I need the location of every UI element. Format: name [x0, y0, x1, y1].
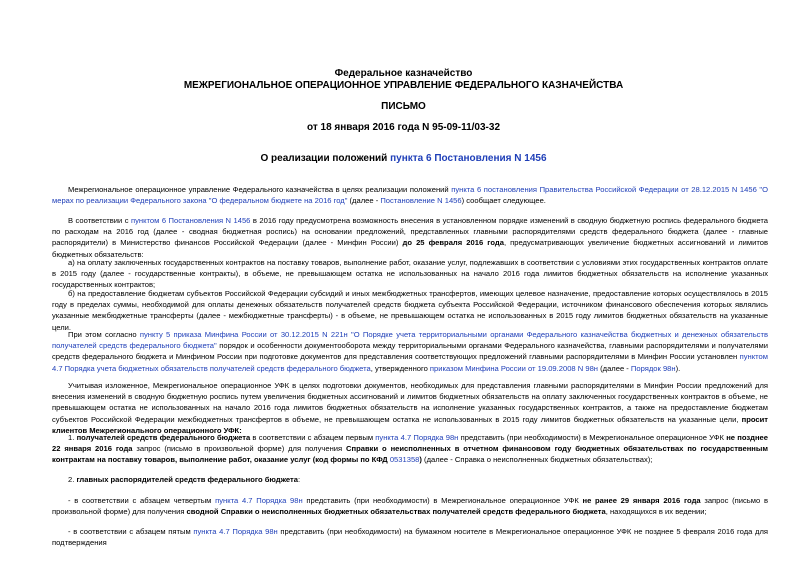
text: а) на оплату заключенных государственных контрактов на поставку товаров, выполнение работ, оказание услуг, подлежавших в соответствии с условиями этих государственных контрактов оплате в 2015 году (далее - государственные контракты), в объеме, не превышающем остатка не использованных на начало 2016 года лимитов бюджетных обязательств на исполнение указанных государственных контрактов;: [52, 258, 768, 290]
text: запрос (письмо в произвольной форме) для получения: [52, 496, 768, 517]
bold-deadline: до 25 февраля 2016 года: [402, 238, 504, 248]
bold-deadline-29: не ранее 29 января 2016 года: [582, 496, 701, 505]
paragraph-point-1: [52, 432, 768, 466]
text: (далее -: [347, 196, 381, 206]
text: При этом согласно: [68, 330, 140, 339]
bold-main-managers: главных распорядителей средств федерального бюджета: [76, 475, 298, 484]
text: , утвержденного: [370, 363, 430, 373]
text: Межрегиональное операционное управление Федерального казначейства в целях реализации положений: [68, 185, 452, 194]
link-point-4-7-98n[interactable]: пункта 4.7 Порядка 98н: [193, 527, 278, 536]
bold-close: ): [419, 455, 422, 465]
link-form-code[interactable]: 0531358: [389, 455, 420, 465]
paragraph-item-b: [52, 288, 768, 333]
link-point-4-7-98n[interactable]: пункта 4.7 Порядка 98н: [375, 433, 459, 442]
paragraph-basis: [52, 215, 768, 260]
link-point-6[interactable]: пунктом 6 Постановления N 1456: [131, 216, 251, 225]
text: (далее -: [598, 363, 631, 373]
text: ) сообщает следующее.: [461, 196, 546, 206]
text: Учитывая изложенное, Межрегиональное операционное УФК в целях подготовки документов, необходимых для представления главными распорядителями в Минфин России предложений для внесения изменений в сводную бюджетную роспись путем увеличения бюджетных ассигнований и лимитов бюджетных обязательств на оплату заключенных государственных контрактов в объеме, не превышающем остатка не использованных на начало 2016 года лимитов бюджетных обязательств на исполнение указанных государственных контрактов, а также на предоставление бюджетам субъектов Российской Федерации межбюджетных трансфертов в объеме, не превышающем остатка не использованных в 2015 году лимитов бюджетных обязательств на указанные цели,: [52, 381, 768, 424]
text: в соответствии с абзацем первым: [250, 433, 376, 442]
paragraph-intro: [52, 184, 768, 206]
bold-certificate: Справки о неисполненных в отчетном финансовом году бюджетных обязательствах по государственным контрактам на поставку товаров, выполнение работ, оказание услуг (код формы по КФД: [52, 444, 768, 465]
text: 2.: [68, 475, 77, 484]
link-point-4-7[interactable]: пунктом 4.7 Порядка учета бюджетных обязательств получателей средств федерального бюджета: [52, 352, 768, 373]
text: представить (при необходимости) в Межрегиональное операционное УФК: [458, 433, 727, 442]
paragraph-point-2-sub-1: [52, 495, 768, 517]
link-postanovlenie[interactable]: Постановление N 1456: [380, 196, 462, 206]
document-date-number: от 18 января 2016 года N 95-09-11/03-32: [306, 122, 501, 133]
text: (далее - Справка о неисполненных бюджетных обязательствах);: [421, 455, 653, 465]
link-point-4-7-98n[interactable]: пункта 4.7 Порядка 98н: [215, 496, 303, 505]
paragraph-item-a: [52, 257, 768, 291]
text: , предусматривающих увеличение бюджетных ассигнований и лимитов бюджетных обязательств:: [52, 238, 769, 259]
paragraph-point-2: [52, 474, 768, 485]
bold-recipients: получателей средств федерального бюджета: [76, 433, 251, 442]
text: б) на предоставление бюджетам субъектов Российской Федерации субсидий и иных межбюджетных трансфертов, имеющих целевое назначение, предоставление которых осуществлялось в 2015 году в пределах суммы, необходимой для оплаты денежных обязательств получателей средств бюджета субъекта Российской Федерации, источником финансового обеспечения которых являлись указанные межбюджетные трансферты (далее - межбюджетные трансферты) - в объеме, не превышающем остатка не использованных в 2015 году лимитов бюджетных обязательств на указанные цели.: [52, 289, 768, 332]
text: :: [297, 475, 301, 484]
agency-name: Федеральное казначейство: [334, 68, 473, 79]
text: - в соответствии с абзацем пятым: [68, 527, 194, 536]
link-order-98n[interactable]: приказом Минфина России от 19.09.2008 N 98н: [429, 363, 598, 373]
bold-request: просит клиентов Межрегионального операционного УФК:: [52, 414, 768, 435]
text: представить (при необходимости) в Межрегиональное операционное УФК: [302, 496, 583, 505]
bold-summary-certificate: сводной Справки о неисполненных бюджетных обязательствах получателей средств федерального бюджета: [186, 507, 606, 517]
subject-link[interactable]: пункта 6 Постановления N 1456: [390, 153, 547, 164]
subject-prefix: О реализации положений: [260, 153, 391, 164]
bold-deadline-22: не позднее 22 января 2016 года: [52, 433, 768, 454]
link-poryadok-98n[interactable]: Порядок 98н: [630, 363, 676, 373]
text: ).: [675, 363, 681, 373]
department-name: МЕЖРЕГИОНАЛЬНОЕ ОПЕРАЦИОННОЕ УПРАВЛЕНИЕ ФЕДЕРАЛЬНОГО КАЗНАЧЕЙСТВА: [183, 80, 624, 91]
paragraph-order: [52, 329, 768, 374]
text: запрос (письмо в произвольной форме) для получения: [132, 444, 347, 454]
paragraph-point-2-sub-2: [52, 526, 768, 548]
link-resolution-1456[interactable]: пункта 6 постановления Правительства Российской Федерации от 28.12.2015 N 1456 "О мерах по реализации Федерального закона "О федеральном бюджете на 2016 год": [52, 185, 768, 206]
text: 1.: [68, 433, 77, 442]
link-order-title[interactable]: "О Порядке учета территориальными органами Федерального казначейства бюджетных и денежных обязательств получателей средств федерального бюджета": [52, 330, 768, 351]
text: - в соответствии с абзацем четвертым: [68, 496, 216, 505]
paragraph-request: [52, 380, 768, 436]
text: В соответствии с: [68, 216, 132, 225]
text: порядок и особенности документооборота между территориальными органами Федерального казначейства, главными распорядителями и получателями средств федерального бюджета и Минфином России при подготовке документов для представления соответствующих предложений главными распорядителями в Минфин России установлен: [52, 341, 768, 362]
text: представить (при необходимости) на бумажном носителе в Межрегиональное операционное УФК не позднее 5 февраля 2016 года для подтверждения: [52, 527, 768, 548]
document-subject: [0, 153, 807, 165]
text: , находящихся в их ведении;: [605, 507, 707, 517]
link-order-221n[interactable]: пункту 5 приказа Минфина России от 30.12.2015 N 221н: [139, 330, 348, 339]
document-type: ПИСЬМО: [381, 101, 426, 112]
text: в 2016 году предусмотрена возможность внесения в установленном порядке изменений в сводную бюджетную роспись федерального бюджета по расходам на 2016 год (далее - сводная бюджетная роспись) на основании предложений, представленных главными распорядителями средств федерального бюджета (далее - главные распорядители) в Министерство финансов Российской Федерации (далее - Минфин России): [52, 216, 768, 248]
